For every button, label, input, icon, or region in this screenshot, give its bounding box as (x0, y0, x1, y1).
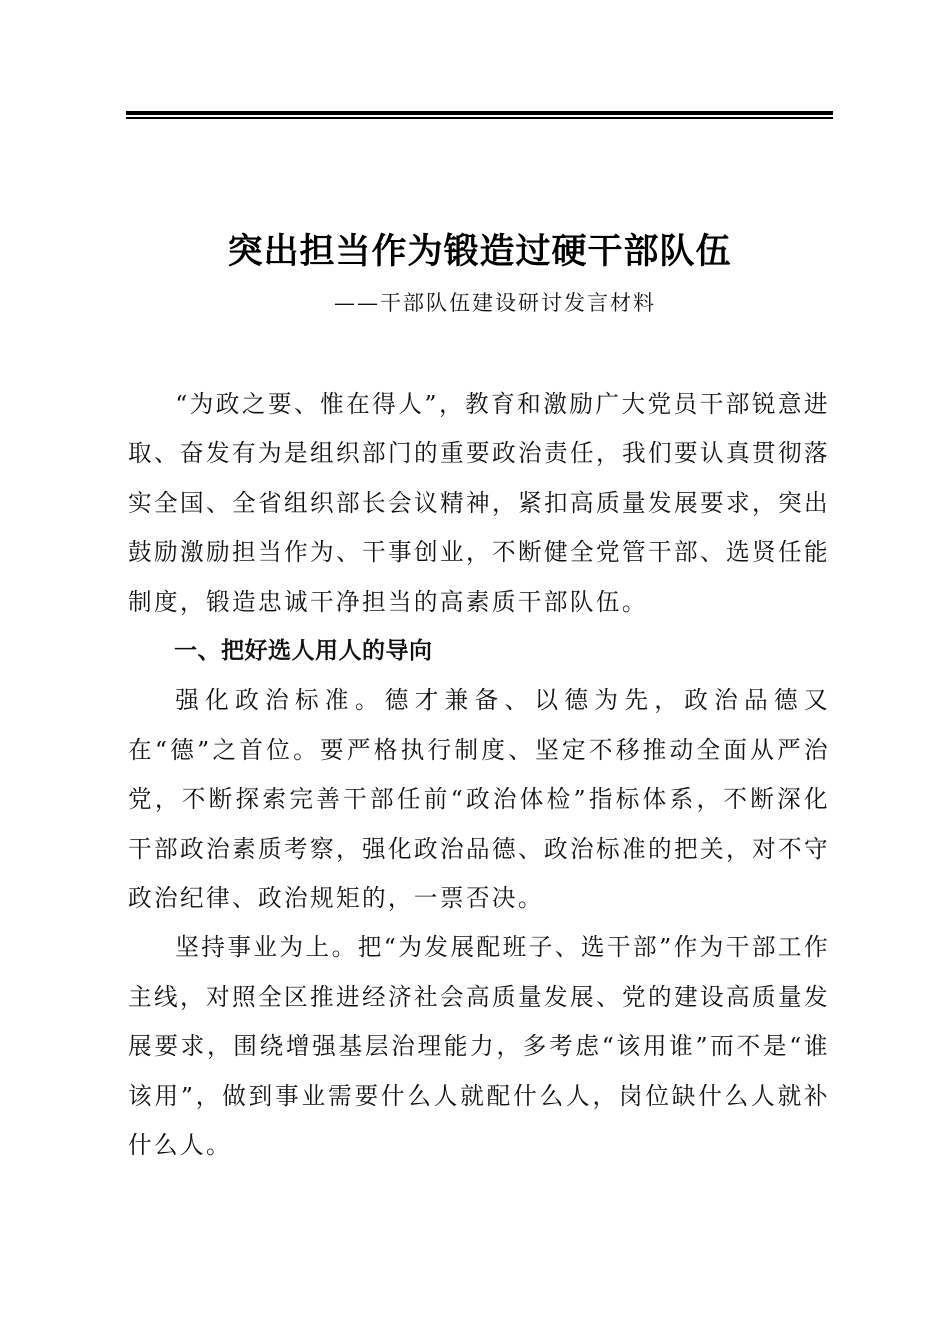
document-title: 突出担当作为锻造过硬干部队伍 (227, 231, 732, 272)
document-subtitle: ——干部队伍建设研讨发言材料 (334, 291, 656, 315)
intro-paragraph: “为政之要、惟在得人”，教育和激励广大党员干部锐意进取、奋发有为是组织部门的重要政治责任，我们要认真贯彻落实全国、全省组织部长会议精神，紧扣高质量发展要求，突出鼓励激励担当作为、干事创业，不断健全党管干部、选贤任能制度，锻造忠诚干净担当的高素质干部队伍。 (128, 390, 830, 616)
body-paragraph: 强化政治标准。德才兼备、以德为先，政治品德又在“德”之首位。要严格执行制度、坚定不移推动全面从严治党，不断探索完善干部任前“政治体检”指标体系，不断深化干部政治素质考察，强化政治品德、政治标准的把关，对不守政治纪律、政治规矩的，一票否决。 (128, 686, 830, 913)
header-rule-thin (126, 117, 833, 119)
header-rule (126, 111, 833, 119)
document-body (128, 380, 830, 1171)
section-heading: 一、把好选人用人的导向 (174, 638, 433, 665)
body-paragraph: 坚持事业为上。把“为发展配班子、选干部”作为干部工作主线，对照全区推进经济社会高质量发展、党的建设高质量发展要求，围绕增强基层治理能力，多考虑“该用谁”而不是“谁该用”，做到事业需要什么人就配什么人，岗位缺什么人就补什么人。 (128, 933, 830, 1160)
